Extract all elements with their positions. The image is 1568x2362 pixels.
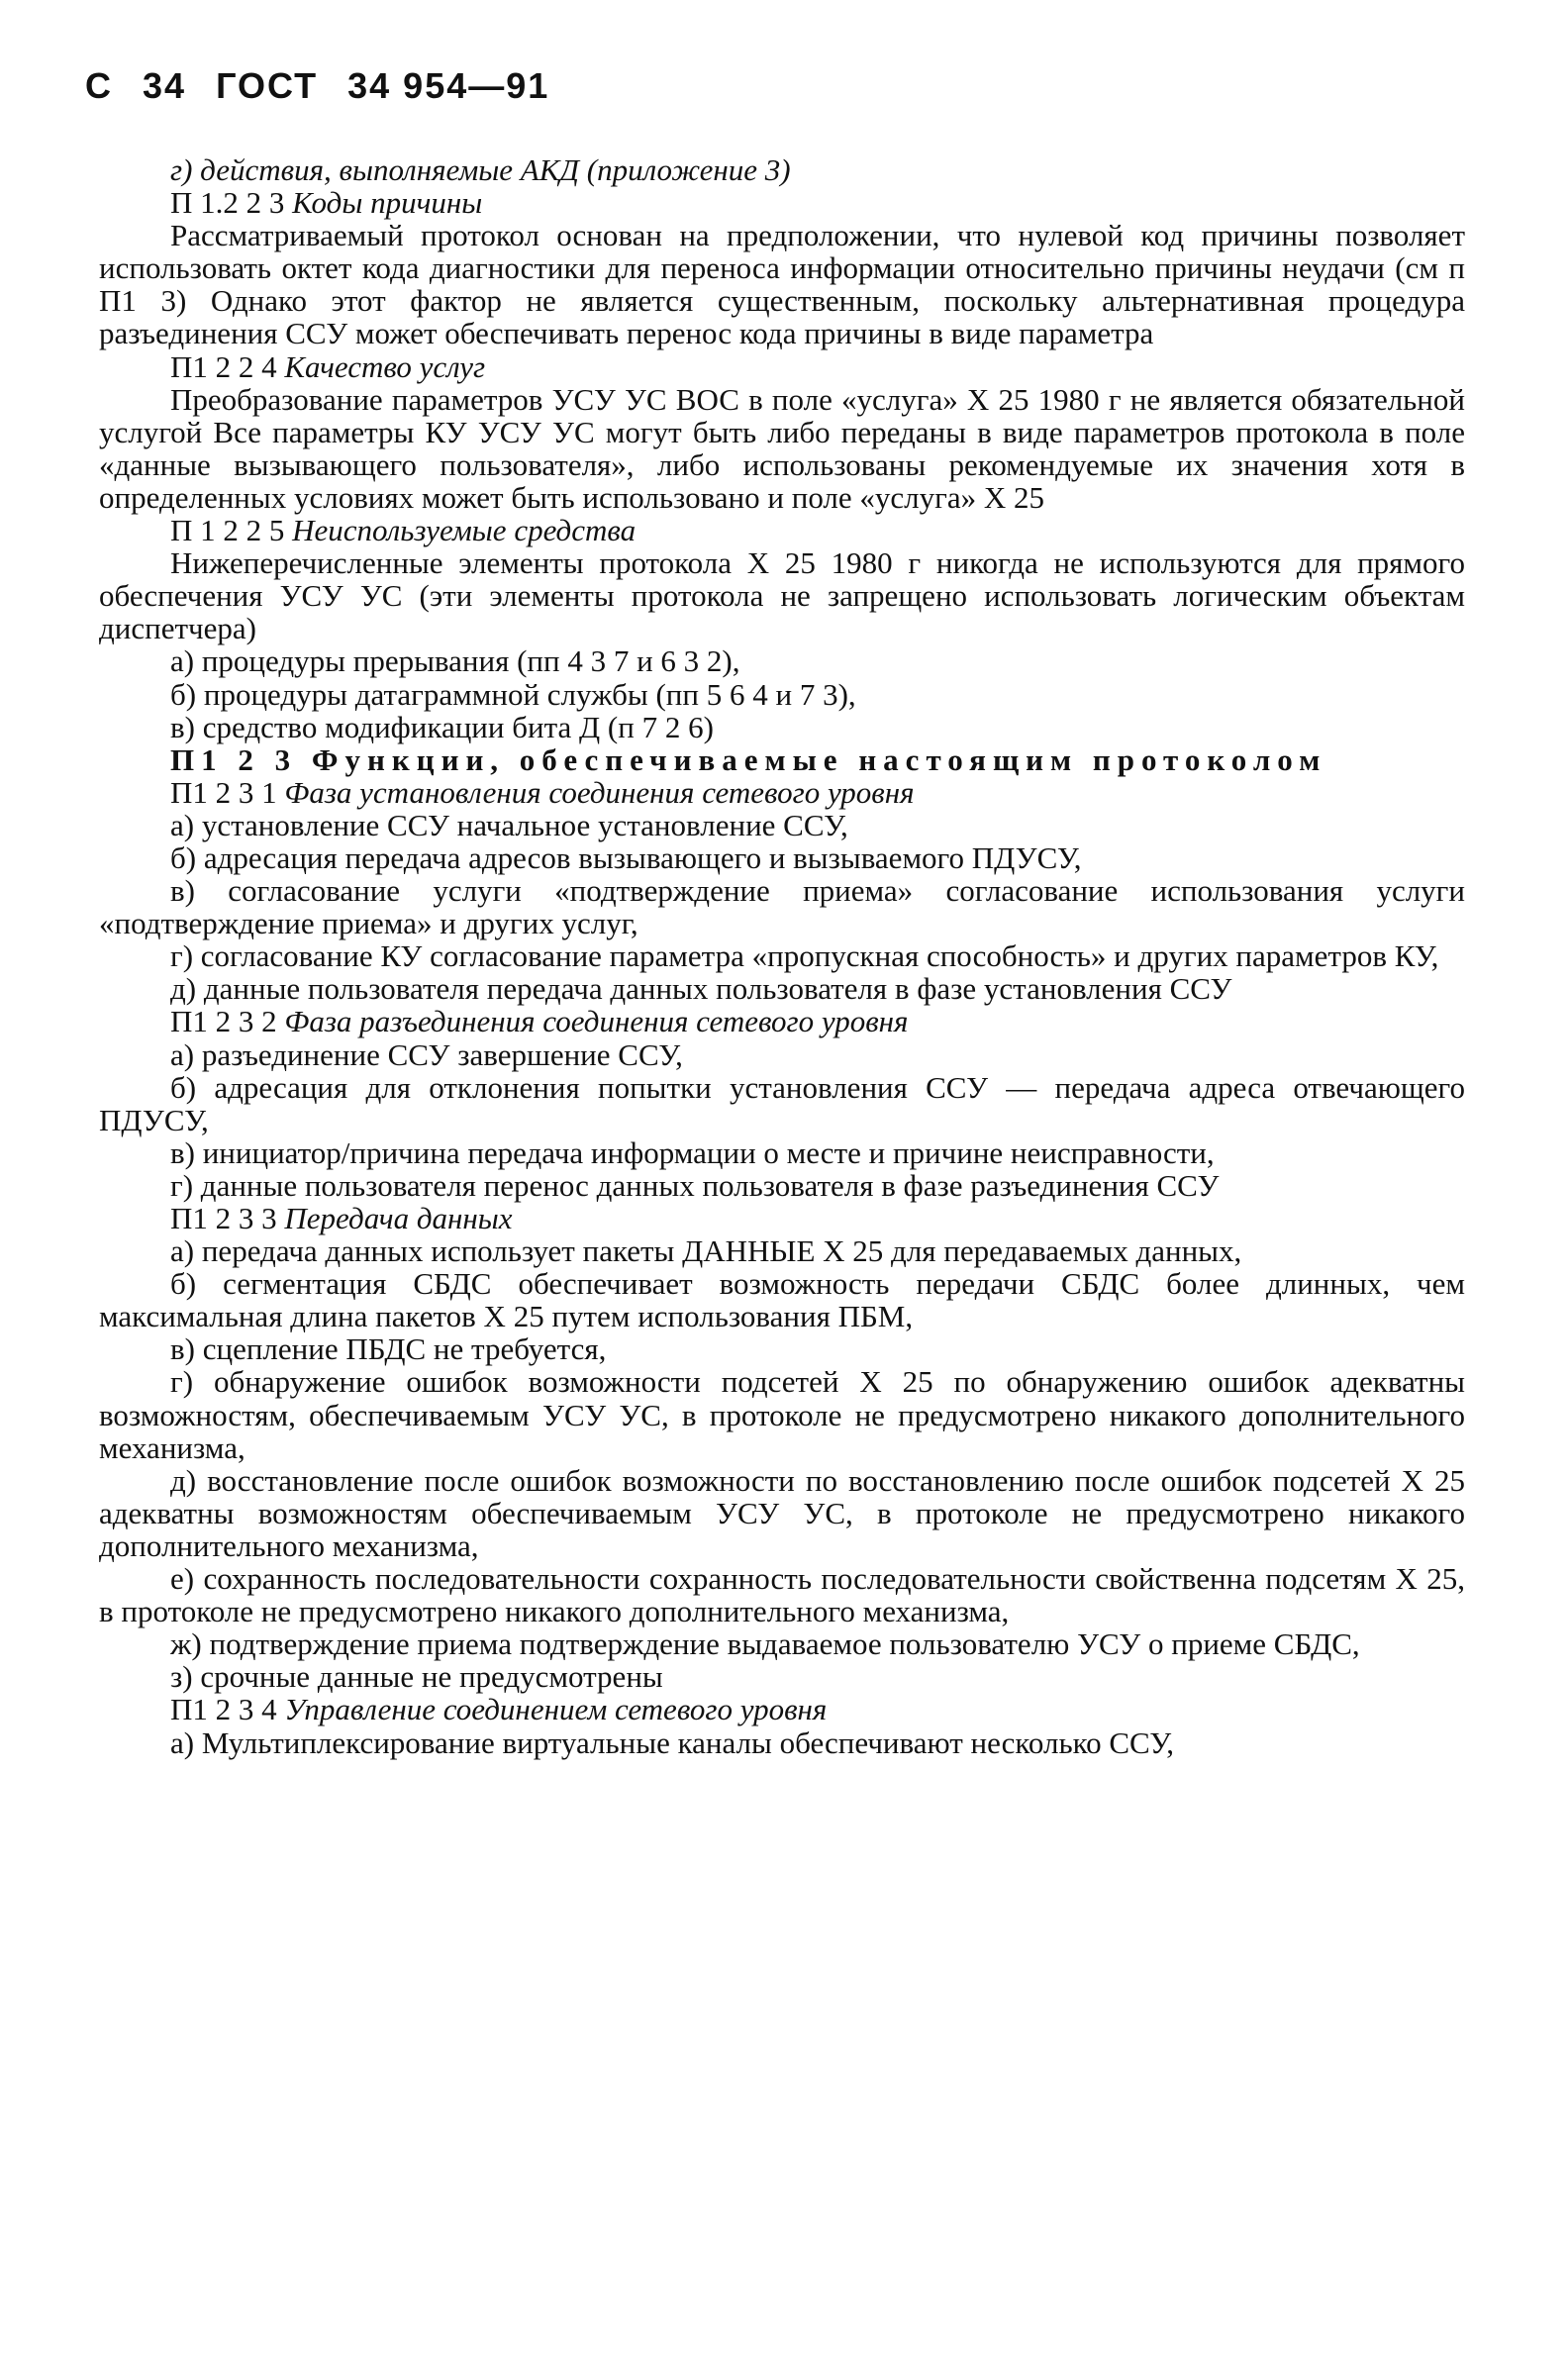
section-heading — [99, 1693, 1465, 1725]
list-item — [99, 678, 1465, 711]
section-heading — [99, 776, 1465, 809]
item-title: Фаза разъединения соединения сетевого уровня — [284, 1004, 909, 1039]
item-number: П1 2 3 1 — [170, 774, 277, 810]
item-text: адресация передача адресов вызывающего и вызываемого ПДУСУ, — [203, 839, 1082, 875]
item-number: б) — [170, 1266, 197, 1302]
list-item — [99, 711, 1465, 743]
item-text: сегментация СБДС обеспечивает возможность передачи СБДС более длинных, чем максимальная длина пакетов X 25 путем использования ПБМ, — [99, 1266, 1466, 1334]
item-number: б) — [170, 676, 197, 712]
item-number: П1 2 2 4 — [170, 348, 277, 384]
item-text: восстановление после ошибок возможности по восстановлению после ошибок подсетей X 25 адекватны возможностям обеспечиваемым УСУ УС, в протоколе не предусмотрено никакого дополнительного механизма, — [99, 1462, 1465, 1563]
list-item — [99, 972, 1465, 1005]
item-text: инициатор/причина передача информации о месте и причине неисправности, — [202, 1134, 1215, 1170]
list-item — [99, 1169, 1465, 1202]
item-text: разъединение ССУ завершение ССУ, — [201, 1036, 683, 1072]
list-item — [99, 809, 1465, 841]
item-number: в) — [170, 1134, 195, 1170]
item-number: а) — [170, 1036, 195, 1072]
list-item — [99, 1627, 1465, 1660]
item-text: передача данных использует пакеты ДАННЫЕ X 25 для передаваемых данных, — [201, 1233, 1242, 1269]
item-text: адресация для отклонения попытки установления ССУ — передача адреса отвечающего ПДУСУ, — [99, 1069, 1466, 1137]
item-text: процедуры прерывания (пп 4 3 7 и 6 3 2), — [201, 643, 740, 679]
list-item — [99, 1726, 1465, 1759]
item-text: действия, выполняемые АКД (приложение 3) — [200, 152, 791, 187]
standard-label: ГОСТ — [216, 65, 319, 106]
item-number: а) — [170, 807, 195, 842]
item-text: Нижеперечисленные элементы протокола X 25 1980 г никогда не используются для прямого обеспечения УСУ УС (эти элементы протокола не запрещено использовать логическим объектам диспетчера) — [99, 545, 1465, 646]
list-item — [99, 1267, 1465, 1332]
body-paragraph — [99, 546, 1465, 644]
item-number: ж) — [170, 1626, 202, 1662]
item-text: Рассматриваемый протокол основан на предположении, что нулевой код причины позволяет использовать октет кода диагностики для переноса информации относительно причины неудачи (см п П1 3) Однако этот фактор не является существенным, поскольку альтернативная процедура разъединения ССУ может обеспечивать перенос кода причины в виде параметра — [99, 218, 1465, 351]
item-number: б) — [170, 839, 197, 875]
item-text: обнаружение ошибок возможности подсетей X 25 по обнаружению ошибок адекватны возможностям, обеспечиваемым УСУ УС, в протоколе не предусмотрено никакого дополнительного механизма, — [99, 1364, 1466, 1465]
item-number: П1 2 3 3 — [170, 1201, 277, 1235]
list-item — [99, 1234, 1465, 1267]
item-title: Качество услуг — [284, 348, 486, 384]
item-number: г) — [170, 938, 194, 974]
item-number: П1 2 3 4 — [170, 1692, 277, 1727]
list-item — [99, 153, 1465, 186]
item-number: г) — [170, 152, 193, 187]
item-number: а) — [170, 1724, 195, 1760]
document-body — [99, 153, 1465, 1759]
item-title: Функции, обеспечиваемые настоящим протоколом — [311, 741, 1327, 777]
section-heading — [99, 514, 1465, 546]
item-number: а) — [170, 1233, 195, 1269]
list-item — [99, 939, 1465, 972]
item-number: з) — [170, 1659, 193, 1695]
list-item — [99, 1071, 1465, 1136]
section-heading — [99, 1202, 1465, 1234]
item-number: д) — [170, 1462, 197, 1498]
item-text: сохранность последовательности сохранность последовательности свойственна подсетям X 25, в протоколе не предусмотрено никакого дополнительного механизма, — [99, 1561, 1465, 1629]
list-item — [99, 644, 1465, 677]
list-item — [99, 1562, 1465, 1627]
item-text: данные пользователя перенос данных пользователя в фазе разъединения ССУ — [200, 1167, 1220, 1203]
item-text: срочные данные не предусмотрены — [200, 1659, 663, 1695]
section-heading — [99, 743, 1465, 776]
item-text: сцепление ПБДС не требуется, — [202, 1331, 607, 1367]
list-item — [99, 1464, 1465, 1562]
item-number: П1 2 3 2 — [170, 1004, 277, 1039]
body-paragraph — [99, 219, 1465, 349]
standard-number: 34 954—91 — [347, 65, 550, 106]
list-item — [99, 1660, 1465, 1693]
running-header — [85, 65, 567, 107]
item-number: б) — [170, 1069, 197, 1105]
item-text: подтверждение приема подтверждение выдаваемое пользователю УСУ о приеме СБДС, — [209, 1626, 1360, 1662]
item-number: П1 2 3 — [170, 741, 298, 777]
item-text: данные пользователя передача данных пользователя в фазе установления ССУ — [203, 971, 1232, 1007]
list-item — [99, 874, 1465, 939]
list-item — [99, 1365, 1465, 1463]
item-text: средство модификации бита Д (п 7 2 6) — [202, 709, 714, 744]
item-title: Неиспользуемые средства — [292, 513, 637, 548]
item-number: д) — [170, 971, 197, 1007]
section-heading — [99, 350, 1465, 383]
item-number: а) — [170, 643, 195, 679]
item-number: г) — [170, 1167, 194, 1203]
item-text: согласование КУ согласование параметра «пропускная способность» и других параметров КУ, — [200, 938, 1439, 974]
page-letter: С — [85, 65, 113, 106]
body-paragraph — [99, 383, 1465, 514]
list-item — [99, 1038, 1465, 1071]
item-number: П 1 2 2 5 — [170, 513, 285, 548]
item-number: г) — [170, 1364, 194, 1400]
item-title: Передача данных — [284, 1201, 513, 1235]
item-number: в) — [170, 709, 195, 744]
item-number: е) — [170, 1561, 195, 1597]
item-text: установление ССУ начальное установление ССУ, — [201, 807, 848, 842]
item-text: согласование услуги «подтверждение приема» согласование использования услуги «подтверждение приема» и других услуг, — [99, 873, 1465, 941]
item-title: Коды причины — [292, 185, 483, 221]
item-title: Фаза установления соединения сетевого уровня — [284, 774, 915, 810]
list-item — [99, 1136, 1465, 1169]
page-number: 34 — [143, 65, 187, 106]
list-item — [99, 1332, 1465, 1365]
list-item — [99, 841, 1465, 874]
item-text: Преобразование параметров УСУ УС ВОС в поле «услуга» X 25 1980 г не является обязательной услугой Все параметры КУ УСУ УС могут быть либо переданы в виде параметров протокола в поле «данные вызывающего пользователя», либо использованы рекомендуемые их значения хотя в определенных условиях может быть использовано и поле «услуга» X 25 — [99, 381, 1465, 515]
section-heading — [99, 1005, 1465, 1037]
item-text: Мультиплексирование виртуальные каналы обеспечивают несколько ССУ, — [201, 1724, 1174, 1760]
section-heading — [99, 186, 1465, 219]
item-text: процедуры датаграммной службы (пп 5 6 4 и 7 3), — [203, 676, 856, 712]
item-number: П 1.2 2 3 — [170, 185, 285, 221]
item-title: Управление соединением сетевого уровня — [284, 1692, 828, 1727]
item-number: в) — [170, 873, 195, 909]
item-number: в) — [170, 1331, 195, 1367]
